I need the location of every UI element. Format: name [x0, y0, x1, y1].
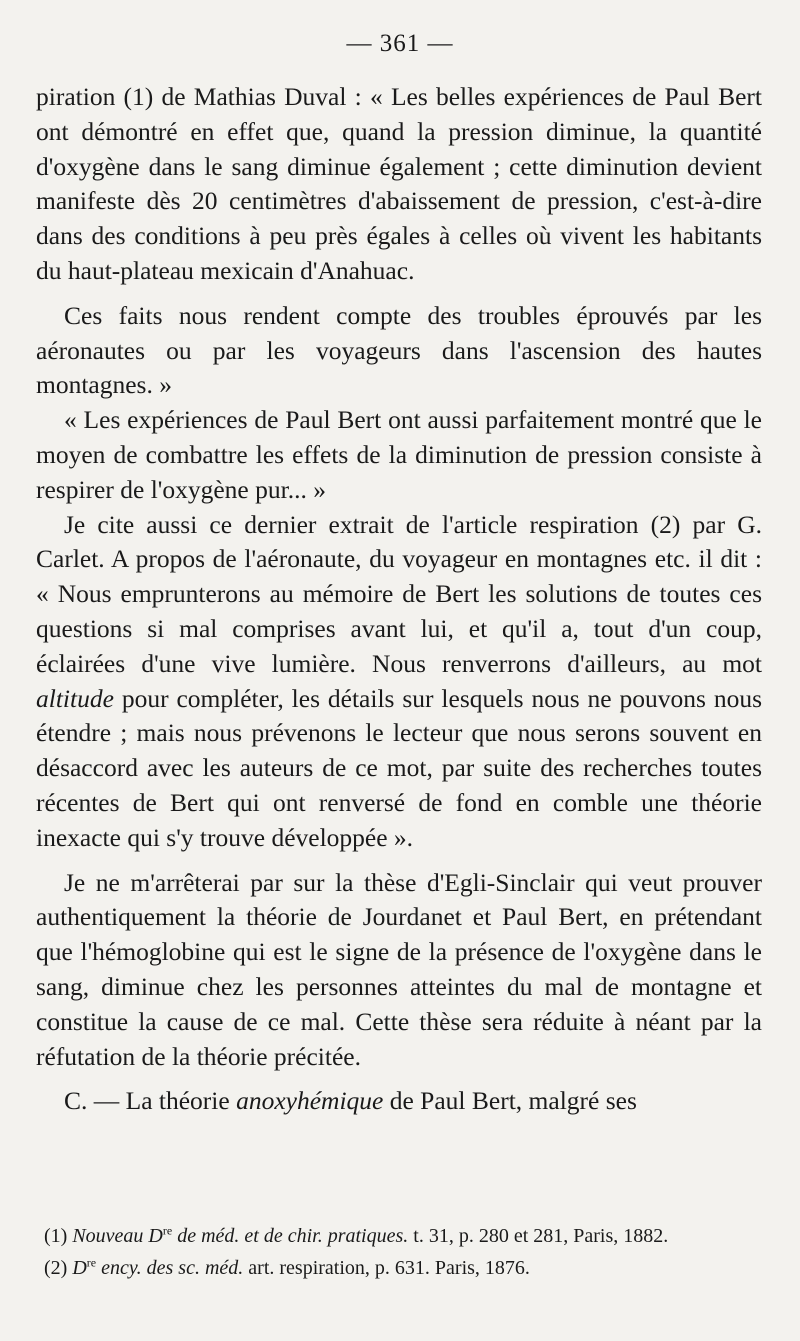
- footnote-1-marker: (1): [44, 1225, 68, 1247]
- paragraph-5: Je ne m'arrêterai par sur la thèse d'Egli-Sinclair qui veut prouver authentiquement la théorie de Jourdanet et Paul Bert, en prétendant que l'hémoglobine qui est le signe de la présence de l'oxygène dans le sang, diminue chez les personnes atteintes du mal de montagne et constitue la cause de ce mal. Cette thèse sera réduite à néant par la réfutation de la théorie précitée.: [36, 867, 762, 1071]
- footnote-2-sup: re: [86, 1255, 97, 1270]
- paragraph-6-part-a: C. — La théorie: [64, 1086, 230, 1116]
- paragraph-4-italic: altitude: [36, 683, 114, 713]
- footnote-2-italic-b: ency. des sc. méd.: [101, 1257, 244, 1279]
- paragraph-4: [36, 508, 762, 856]
- body-text: [36, 80, 762, 1119]
- footnote-2-italic-a: D: [72, 1257, 87, 1279]
- paragraph-4-part-c: pour compléter, les détails sur lesquels nous ne pouvons nous étendre ; mais nous prévenons le lecteur que nous serons souvent en désaccord avec les auteurs de ce mot, par suite des recherches toutes récentes de Bert qui ont renversé de fond en comble une théorie inexacte qui s'y trouve développée ».: [36, 683, 763, 852]
- footnote-2-rest: art. respiration, p. 631. Paris, 1876.: [248, 1257, 530, 1279]
- footnote-1-italic-b: de méd. et de chir. pratiques.: [177, 1225, 409, 1247]
- paragraph-3: « Les expériences de Paul Bert ont aussi parfaitement montré que le moyen de combattre les effets de la diminution de pression consiste à respirer de l'oxygène pur... »: [36, 405, 762, 504]
- paragraph-6: [36, 1084, 762, 1119]
- paragraph-2: Ces faits nous rendent compte des troubles éprouvés par les aéronautes ou par les voyageurs dans l'ascension des hautes montagnes. »: [36, 300, 762, 400]
- footnote-1-italic-a: Nouveau D: [72, 1225, 163, 1247]
- footnotes: [44, 1222, 762, 1282]
- footnote-2-marker: (2): [44, 1257, 68, 1279]
- page-number: — 361 —: [346, 30, 454, 57]
- footnote-1: [44, 1222, 762, 1250]
- paragraph-6-italic: anoxyhémique: [236, 1086, 384, 1116]
- footnote-1-rest: t. 31, p. 280 et 281, Paris, 1882.: [413, 1225, 669, 1247]
- footnote-1-sup: re: [162, 1223, 173, 1238]
- paragraph-4-part-a: Je cite aussi ce dernier extrait de l'article respiration (2) par G. Carlet. A propos de l'aéronaute, du voyageur en montagnes etc. il dit : « Nous emprunterons au mémoire de Bert les solutions de toutes ces questions si mal comprises avant lui, et qu'il a, tout d'un coup, éclairées d'une vive lumière. Nous renverrons d'ailleurs, au mot: [36, 509, 762, 678]
- paragraph-6-part-c: de Paul Bert, malgré ses: [389, 1086, 637, 1116]
- footnote-2: [44, 1254, 762, 1282]
- paragraph-1: piration (1) de Mathias Duval : « Les belles expériences de Paul Bert ont démontré en effet que, quand la pression diminue, la quantité d'oxygène dans le sang diminue également ; cette diminution devient manifeste dès 20 centimètres d'abaissement de pression, c'est-à-dire dans des conditions à peu près égales à celles où vivent les habitants du haut-plateau mexicain d'Anahuac.: [36, 82, 762, 285]
